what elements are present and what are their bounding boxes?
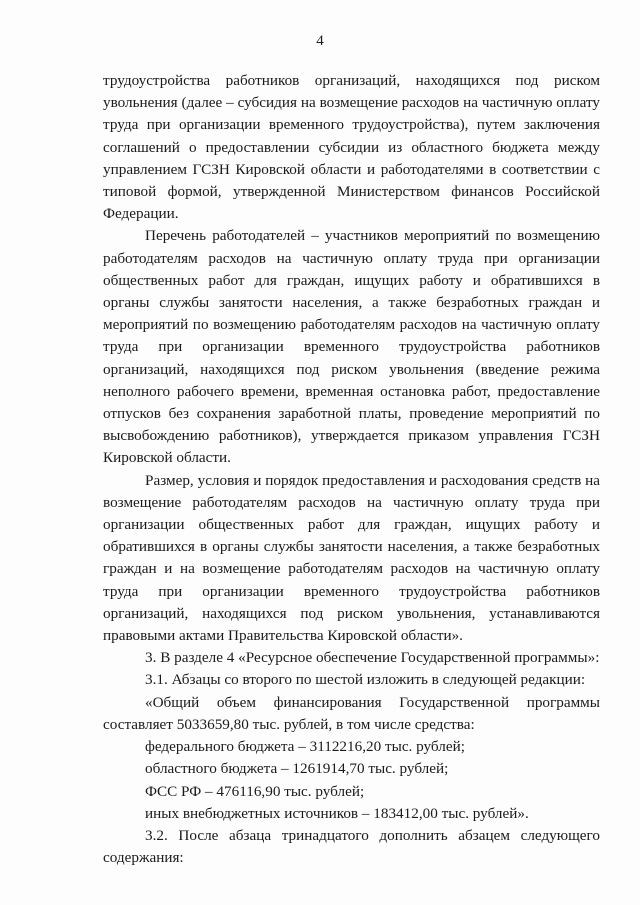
- paragraph-total-financing: «Общий объем финансирования Государственной программы составляет 5033659,80 тыс. рублей, в том числе средства:: [103, 693, 600, 733]
- paragraph-3-2: 3.2. После абзаца тринадцатого дополнить абзацем следующего содержания:: [103, 826, 600, 867]
- paragraph-2: Перечень работодателей – участников мероприятий по возмещению работодателям расходов на частичную оплату труда при организации общественных работ для граждан, ищущих работу и обратившихся в органы службы занятости населения, а также безработных граждан и мероприятий по возмещению работодателям расходов на частичную оплату труда при организации временного трудоустройства работников организаций, находящихся под риском увольнения (введение режима неполного рабочего времени, временная остановка работ, предоставление отпусков без сохранения заработной платы, проведение мероприятий по высвобождению работников), утверждается приказом управления ГСЗН Кировской области.: [103, 227, 600, 467]
- line-fss: ФСС РФ – 476116,90 тыс. рублей;: [145, 782, 365, 800]
- document-body: [103, 70, 600, 869]
- paragraph-3-1: 3.1. Абзацы со второго по шестой изложить в следующей редакции:: [145, 671, 586, 689]
- line-regional-budget: областного бюджета – 1261914,70 тыс. рублей;: [145, 760, 449, 778]
- paragraph-section-3: 3. В разделе 4 «Ресурсное обеспечение Государственной программы»:: [145, 649, 600, 667]
- page-number: 4: [316, 33, 324, 49]
- paragraph-3: Размер, условия и порядок предоставления и расходования средств на возмещение работодателям расходов на частичную оплату труда при организации общественных работ для граждан, ищущих работу и обратившихся в органы службы занятости населения, а также безработных граждан и на возмещение работодателям расходов на частичную оплату труда при организации временного трудоустройства работников организаций, находящихся под риском увольнения, устанавливаются правовыми актами Правительства Кировской области».: [103, 471, 600, 645]
- paragraph-1: трудоустройства работников организаций, находящихся под риском увольнения (далее – субсидия на возмещение расходов на частичную оплату труда при организации временного трудоустройства), путем заключения соглашений о предоставлении субсидии из областного бюджета между управлением ГСЗН Кировской области и работодателями в соответствии с типовой формой, утвержденной Министерством финансов Российской Федерации.: [103, 72, 600, 223]
- line-federal-budget: федерального бюджета – 3112216,20 тыс. рублей;: [145, 738, 465, 756]
- line-other-sources: иных внебюджетных источников – 183412,00 тыс. рублей».: [145, 804, 529, 822]
